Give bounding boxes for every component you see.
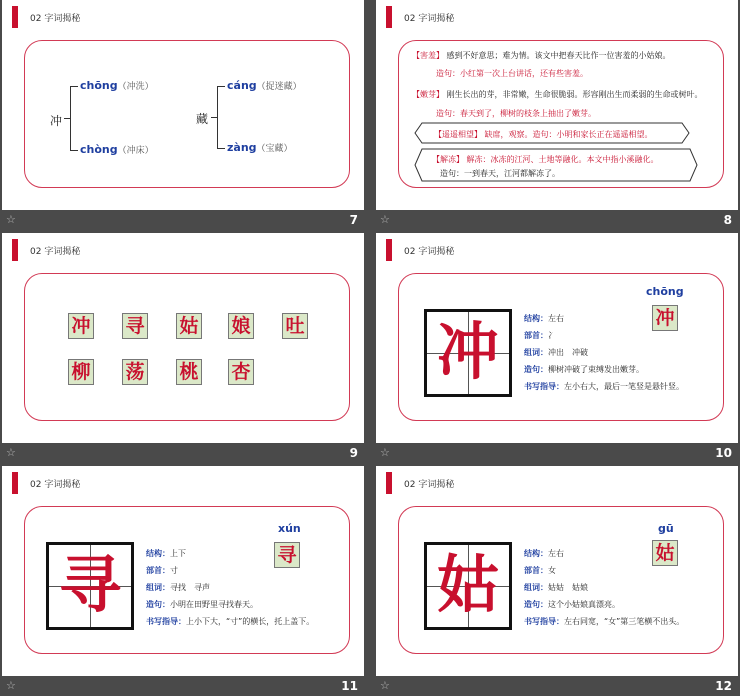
char-chong: 冲 — [50, 114, 63, 128]
char-cell[interactable]: 吐 — [282, 313, 308, 339]
star-icon[interactable]: ☆ — [380, 446, 390, 459]
star-icon[interactable]: ☆ — [380, 213, 390, 226]
big-char: 姑 — [436, 548, 499, 621]
char-cell[interactable]: 柳 — [68, 359, 94, 385]
big-char: 冲 — [436, 315, 499, 388]
sentence: 造句：小明在田野里寻找春天。 — [146, 600, 258, 609]
radical: 部首：冫 — [524, 331, 556, 340]
section-title: 02 字词揭秘 — [404, 480, 455, 490]
slide-12[interactable] — [376, 466, 738, 696]
small-char-cell: 冲 — [652, 305, 678, 331]
reading-row: chōng（冲洗） — [80, 79, 154, 92]
slide-8[interactable] — [376, 0, 738, 230]
writing-grid — [46, 542, 134, 630]
brace-tick — [217, 148, 225, 149]
slide-number: 12 — [715, 679, 732, 693]
sentence: 造句：这个小姑娘真漂亮。 — [524, 600, 620, 609]
slide-number: 11 — [341, 679, 358, 693]
words: 组词：姑姑 姑娘 — [524, 583, 588, 592]
brace-tick — [211, 117, 217, 118]
example-row: 造句：春天到了，柳树的枝条上抽出了嫩芽。 — [436, 109, 596, 118]
structure: 结构：左右 — [524, 314, 564, 323]
example-row: 造句：小红第一次上台讲话，还有些害羞。 — [436, 69, 588, 78]
accent-bar — [12, 472, 18, 494]
star-icon[interactable]: ☆ — [6, 446, 16, 459]
accent-bar — [12, 6, 18, 28]
slide-number: 9 — [349, 446, 358, 460]
small-char-cell: 姑 — [652, 540, 678, 566]
section-title: 02 字词揭秘 — [30, 14, 81, 24]
pinyin: chōng — [646, 285, 684, 298]
char-cell[interactable]: 荡 — [122, 359, 148, 385]
writing-guide: 书写指导：左右同宽，“女”第三笔横不出头。 — [524, 617, 685, 626]
big-char: 寻 — [58, 548, 121, 621]
small-char-cell: 寻 — [274, 542, 300, 568]
words: 组词：冲出 冲破 — [524, 348, 588, 357]
slide-number: 8 — [723, 213, 732, 227]
star-icon[interactable]: ☆ — [380, 679, 390, 692]
sentence: 造句：柳树冲破了束缚发出嫩芽。 — [524, 365, 644, 374]
writing-grid — [424, 542, 512, 630]
section-title: 02 字词揭秘 — [404, 247, 455, 257]
accent-bar — [386, 472, 392, 494]
reading-row: chòng（冲床） — [80, 143, 154, 156]
radical: 部首：女 — [524, 566, 556, 575]
slide-7[interactable] — [2, 0, 364, 230]
brace-tick — [70, 86, 78, 87]
definition-row: 【嫩芽】 刚生长出的芽，非常嫩，生命很脆弱。形容刚出生而柔弱的生命或树叶。 — [412, 90, 703, 99]
accent-bar — [386, 6, 392, 28]
section-title: 02 字词揭秘 — [30, 480, 81, 490]
section-title: 02 字词揭秘 — [404, 14, 455, 24]
definition-row: 【遥遥相望】 缺席，观察。造句：小明和家长正在遥遥相望。 — [434, 130, 653, 139]
definition-row: 【害羞】 感到不好意思；难为情。该文中把春天比作一位害羞的小姑娘。 — [412, 51, 671, 60]
writing-grid — [424, 309, 512, 397]
slide-9[interactable] — [2, 233, 364, 463]
star-icon[interactable]: ☆ — [6, 213, 16, 226]
writing-guide: 书写指导：左小右大，最后一笔竖是悬针竖。 — [524, 382, 684, 391]
brace-tick — [217, 86, 225, 87]
structure: 结构：上下 — [146, 549, 186, 558]
section-title: 02 字词揭秘 — [30, 247, 81, 257]
pinyin: gū — [658, 522, 674, 535]
char-cell[interactable]: 冲 — [68, 313, 94, 339]
content-frame — [24, 273, 350, 421]
star-icon[interactable]: ☆ — [6, 679, 16, 692]
definition-row: 【解冻】 解冻：冰冻的江河、土地等融化。本文中指小溪融化。 — [432, 155, 659, 164]
pinyin: xún — [278, 522, 301, 535]
slide-11[interactable] — [2, 466, 364, 696]
reading-row: cáng（捉迷藏） — [227, 79, 302, 92]
structure: 结构：左右 — [524, 549, 564, 558]
example-row: 造句：一到春天，江河都解冻了。 — [440, 169, 560, 178]
slide-number: 7 — [349, 213, 358, 227]
slide-10[interactable] — [376, 233, 738, 463]
radical: 部首：寸 — [146, 566, 178, 575]
brace-left — [70, 86, 71, 150]
char-cang: 藏 — [196, 112, 209, 126]
brace-right — [217, 86, 218, 148]
char-cell[interactable]: 杏 — [228, 359, 254, 385]
char-cell[interactable]: 桃 — [176, 359, 202, 385]
brace-tick — [70, 150, 78, 151]
brace-tick — [64, 118, 70, 119]
accent-bar — [386, 239, 392, 261]
char-cell[interactable]: 娘 — [228, 313, 254, 339]
content-frame — [24, 40, 350, 188]
accent-bar — [12, 239, 18, 261]
char-cell[interactable]: 姑 — [176, 313, 202, 339]
reading-row: zàng（宝藏） — [227, 141, 293, 154]
words: 组词：寻找 寻声 — [146, 583, 210, 592]
slide-number: 10 — [715, 446, 732, 460]
writing-guide: 书写指导：上小下大，“寸”的横长，托上盖下。 — [146, 617, 315, 626]
char-cell[interactable]: 寻 — [122, 313, 148, 339]
